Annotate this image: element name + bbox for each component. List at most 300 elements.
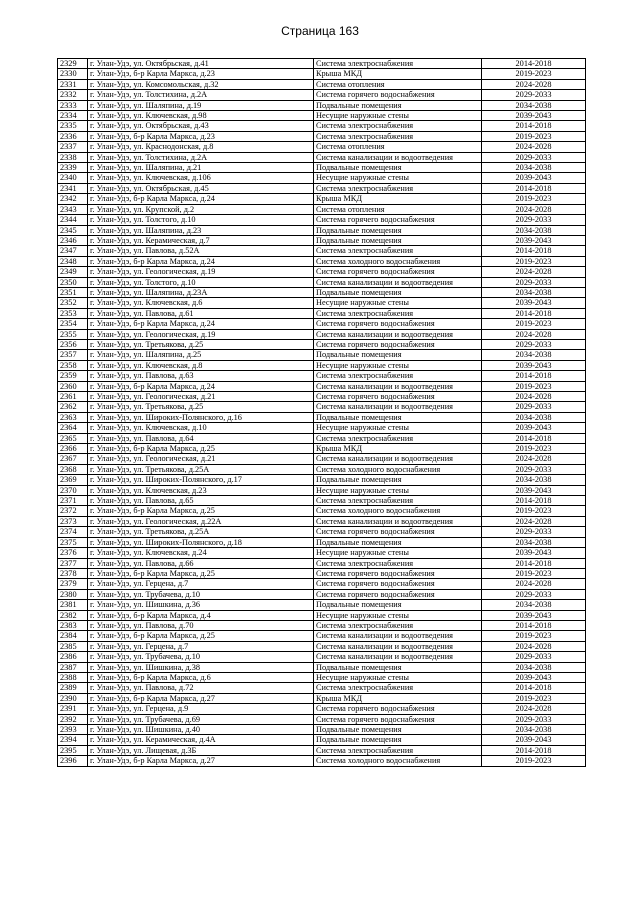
row-number: 2329 (58, 59, 88, 69)
table-row (58, 672, 586, 682)
address-cell: г. Улан-Удэ, ул. Крупской, д.2 (88, 204, 314, 214)
row-number: 2355 (58, 329, 88, 339)
address-cell: г. Улан-Удэ, ул. Геологическая, д.22А (88, 516, 314, 526)
table-row (58, 277, 586, 287)
address-cell: г. Улан-Удэ, ул. Третьякова, д.25 (88, 339, 314, 349)
address-cell: г. Улан-Удэ, ул. Геологическая, д.21 (88, 392, 314, 402)
address-cell: г. Улан-Удэ, ул. Третьякова, д.25А (88, 464, 314, 474)
system-cell: Несущие наружные стены (314, 298, 482, 308)
period-cell: 2039-2043 (482, 548, 586, 558)
period-cell: 2024-2028 (482, 204, 586, 214)
period-cell: 2024-2028 (482, 516, 586, 526)
table-row (58, 620, 586, 630)
row-number: 2337 (58, 142, 88, 152)
period-cell: 2014-2018 (482, 558, 586, 568)
system-cell: Система горячего водоснабжения (314, 589, 482, 599)
system-cell: Система холодного водоснабжения (314, 506, 482, 516)
address-cell: г. Улан-Удэ, б-р Карла Маркса, д.27 (88, 693, 314, 703)
row-number: 2339 (58, 163, 88, 173)
address-cell: г. Улан-Удэ, ул. Геологическая, д.19 (88, 267, 314, 277)
row-number: 2379 (58, 579, 88, 589)
system-cell: Система горячего водоснабжения (314, 267, 482, 277)
system-cell: Подвальные помещения (314, 600, 482, 610)
system-cell: Система горячего водоснабжения (314, 527, 482, 537)
table-row (58, 652, 586, 662)
row-number: 2352 (58, 298, 88, 308)
period-cell: 2024-2028 (482, 454, 586, 464)
address-cell: г. Улан-Удэ, ул. Комсомольская, д.32 (88, 79, 314, 89)
table-row (58, 69, 586, 79)
row-number: 2334 (58, 111, 88, 121)
system-cell: Система горячего водоснабжения (314, 714, 482, 724)
address-cell: г. Улан-Удэ, ул. Шишкина, д.38 (88, 662, 314, 672)
address-cell: г. Улан-Удэ, ул. Трубачева, д.10 (88, 589, 314, 599)
address-cell: г. Улан-Удэ, ул. Ключевская, д.10 (88, 423, 314, 433)
row-number: 2361 (58, 392, 88, 402)
period-cell: 2014-2018 (482, 246, 586, 256)
address-cell: г. Улан-Удэ, ул. Шишкина, д.36 (88, 600, 314, 610)
table-row (58, 568, 586, 578)
page-title: Страница 163 (281, 24, 359, 38)
table-row (58, 194, 586, 204)
address-cell: г. Улан-Удэ, б-р Карла Маркса, д.25 (88, 444, 314, 454)
address-cell: г. Улан-Удэ, б-р Карла Маркса, д.23 (88, 69, 314, 79)
period-cell: 2019-2023 (482, 69, 586, 79)
system-cell: Система канализации и водоотведения (314, 329, 482, 339)
period-cell: 2034-2038 (482, 412, 586, 422)
row-number: 2344 (58, 215, 88, 225)
row-number: 2382 (58, 610, 88, 620)
period-cell: 2039-2043 (482, 485, 586, 495)
address-cell: г. Улан-Удэ, ул. Керамическая, д.7 (88, 235, 314, 245)
address-cell: г. Улан-Удэ, ул. Павлова, д.66 (88, 558, 314, 568)
system-cell: Система канализации и водоотведения (314, 631, 482, 641)
system-cell: Несущие наружные стены (314, 173, 482, 183)
register-table-body (58, 59, 586, 767)
row-number: 2390 (58, 693, 88, 703)
period-cell: 2039-2043 (482, 610, 586, 620)
period-cell: 2014-2018 (482, 683, 586, 693)
address-cell: г. Улан-Удэ, ул. Толстого, д.10 (88, 277, 314, 287)
system-cell: Подвальные помещения (314, 163, 482, 173)
row-number: 2351 (58, 287, 88, 297)
address-cell: г. Улан-Удэ, б-р Карла Маркса, д.25 (88, 506, 314, 516)
system-cell: Несущие наружные стены (314, 548, 482, 558)
system-cell: Система горячего водоснабжения (314, 579, 482, 589)
table-row (58, 235, 586, 245)
system-cell: Система электроснабжения (314, 496, 482, 506)
row-number: 2368 (58, 464, 88, 474)
period-cell: 2039-2043 (482, 235, 586, 245)
system-cell: Подвальные помещения (314, 287, 482, 297)
period-cell: 2034-2038 (482, 475, 586, 485)
table-row (58, 527, 586, 537)
period-cell: 2014-2018 (482, 496, 586, 506)
row-number: 2333 (58, 100, 88, 110)
table-row (58, 496, 586, 506)
period-cell: 2039-2043 (482, 360, 586, 370)
address-cell: г. Улан-Удэ, ул. Герцена, д.7 (88, 579, 314, 589)
table-row (58, 683, 586, 693)
address-cell: г. Улан-Удэ, б-р Карла Маркса, д.25 (88, 568, 314, 578)
period-cell: 2029-2033 (482, 152, 586, 162)
system-cell: Подвальные помещения (314, 725, 482, 735)
system-cell: Подвальные помещения (314, 662, 482, 672)
address-cell: г. Улан-Удэ, б-р Карла Маркса, д.6 (88, 672, 314, 682)
period-cell: 2034-2038 (482, 287, 586, 297)
system-cell: Система горячего водоснабжения (314, 319, 482, 329)
period-cell: 2034-2038 (482, 600, 586, 610)
row-number: 2359 (58, 371, 88, 381)
period-cell: 2019-2023 (482, 131, 586, 141)
system-cell: Система канализации и водоотведения (314, 402, 482, 412)
system-cell: Подвальные помещения (314, 735, 482, 745)
table-row (58, 142, 586, 152)
row-number: 2385 (58, 641, 88, 651)
system-cell: Система электроснабжения (314, 131, 482, 141)
table-row (58, 662, 586, 672)
row-number: 2395 (58, 745, 88, 755)
period-cell: 2034-2038 (482, 725, 586, 735)
row-number: 2378 (58, 568, 88, 578)
register-table (57, 58, 586, 767)
period-cell: 2034-2038 (482, 350, 586, 360)
system-cell: Несущие наружные стены (314, 485, 482, 495)
table-row (58, 225, 586, 235)
system-cell: Система электроснабжения (314, 371, 482, 381)
address-cell: г. Улан-Удэ, ул. Геологическая, д.21 (88, 454, 314, 464)
row-number: 2332 (58, 90, 88, 100)
address-cell: г. Улан-Удэ, ул. Трубачева, д.10 (88, 652, 314, 662)
row-number: 2376 (58, 548, 88, 558)
address-cell: г. Улан-Удэ, ул. Шишкина, д.40 (88, 725, 314, 735)
table-row (58, 371, 586, 381)
address-cell: г. Улан-Удэ, б-р Карла Маркса, д.24 (88, 319, 314, 329)
table-row (58, 714, 586, 724)
system-cell: Система отопления (314, 204, 482, 214)
address-cell: г. Улан-Удэ, ул. Лищевая, д.3Б (88, 745, 314, 755)
row-number: 2380 (58, 589, 88, 599)
address-cell: г. Улан-Удэ, б-р Карла Маркса, д.23 (88, 131, 314, 141)
period-cell: 2014-2018 (482, 308, 586, 318)
row-number: 2342 (58, 194, 88, 204)
table-row (58, 246, 586, 256)
row-number: 2357 (58, 350, 88, 360)
period-cell: 2019-2023 (482, 756, 586, 766)
system-cell: Система холодного водоснабжения (314, 256, 482, 266)
table-row (58, 558, 586, 568)
period-cell: 2034-2038 (482, 537, 586, 547)
address-cell: г. Улан-Удэ, ул. Павлова, д.72 (88, 683, 314, 693)
table-row (58, 485, 586, 495)
period-cell: 2019-2023 (482, 693, 586, 703)
system-cell: Система электроснабжения (314, 620, 482, 630)
address-cell: г. Улан-Удэ, ул. Шаляпина, д.23 (88, 225, 314, 235)
period-cell: 2039-2043 (482, 423, 586, 433)
row-number: 2370 (58, 485, 88, 495)
table-row (58, 256, 586, 266)
address-cell: г. Улан-Удэ, ул. Толстого, д.10 (88, 215, 314, 225)
row-number: 2335 (58, 121, 88, 131)
address-cell: г. Улан-Удэ, ул. Павлова, д.61 (88, 308, 314, 318)
table-row (58, 610, 586, 620)
address-cell: г. Улан-Удэ, б-р Карла Маркса, д.25 (88, 631, 314, 641)
table-row (58, 475, 586, 485)
period-cell: 2029-2033 (482, 402, 586, 412)
system-cell: Крыша МКД (314, 444, 482, 454)
address-cell: г. Улан-Удэ, ул. Ключевская, д.6 (88, 298, 314, 308)
table-row (58, 183, 586, 193)
address-cell: г. Улан-Удэ, ул. Октябрьская, д.41 (88, 59, 314, 69)
row-number: 2381 (58, 600, 88, 610)
table-row (58, 412, 586, 422)
period-cell: 2014-2018 (482, 433, 586, 443)
row-number: 2373 (58, 516, 88, 526)
address-cell: г. Улан-Удэ, б-р Карла Маркса, д.24 (88, 381, 314, 391)
table-row (58, 392, 586, 402)
period-cell: 2024-2028 (482, 392, 586, 402)
system-cell: Несущие наружные стены (314, 111, 482, 121)
period-cell: 2029-2033 (482, 527, 586, 537)
system-cell: Система горячего водоснабжения (314, 704, 482, 714)
system-cell: Система горячего водоснабжения (314, 568, 482, 578)
row-number: 2338 (58, 152, 88, 162)
system-cell: Система горячего водоснабжения (314, 339, 482, 349)
row-number: 2387 (58, 662, 88, 672)
table-row (58, 516, 586, 526)
table-row (58, 298, 586, 308)
address-cell: г. Улан-Удэ, ул. Ключевская, д.98 (88, 111, 314, 121)
table-row (58, 163, 586, 173)
address-cell: г. Улан-Удэ, ул. Павлова, д.63 (88, 371, 314, 381)
system-cell: Система канализации и водоотведения (314, 641, 482, 651)
period-cell: 2024-2028 (482, 142, 586, 152)
row-number: 2377 (58, 558, 88, 568)
row-number: 2388 (58, 672, 88, 682)
row-number: 2331 (58, 79, 88, 89)
period-cell: 2019-2023 (482, 444, 586, 454)
address-cell: г. Улан-Удэ, ул. Павлова, д.65 (88, 496, 314, 506)
system-cell: Система электроснабжения (314, 183, 482, 193)
period-cell: 2024-2028 (482, 267, 586, 277)
row-number: 2358 (58, 360, 88, 370)
period-cell: 2039-2043 (482, 111, 586, 121)
address-cell: г. Улан-Удэ, ул. Павлова, д.64 (88, 433, 314, 443)
period-cell: 2034-2038 (482, 662, 586, 672)
row-number: 2360 (58, 381, 88, 391)
row-number: 2347 (58, 246, 88, 256)
table-row (58, 131, 586, 141)
row-number: 2389 (58, 683, 88, 693)
period-cell: 2029-2033 (482, 277, 586, 287)
address-cell: г. Улан-Удэ, ул. Третьякова, д.25 (88, 402, 314, 412)
table-row (58, 121, 586, 131)
row-number: 2346 (58, 235, 88, 245)
row-number: 2393 (58, 725, 88, 735)
system-cell: Система электроснабжения (314, 246, 482, 256)
address-cell: г. Улан-Удэ, ул. Герцена, д.7 (88, 641, 314, 651)
address-cell: г. Улан-Удэ, б-р Карла Маркса, д.27 (88, 756, 314, 766)
system-cell: Система холодного водоснабжения (314, 756, 482, 766)
period-cell: 2019-2023 (482, 506, 586, 516)
period-cell: 2024-2028 (482, 79, 586, 89)
system-cell: Система холодного водоснабжения (314, 464, 482, 474)
system-cell: Система электроснабжения (314, 558, 482, 568)
table-row (58, 90, 586, 100)
table-row (58, 506, 586, 516)
row-number: 2340 (58, 173, 88, 183)
table-row (58, 381, 586, 391)
address-cell: г. Улан-Удэ, ул. Шаляпина, д.21 (88, 163, 314, 173)
system-cell: Подвальные помещения (314, 475, 482, 485)
period-cell: 2019-2023 (482, 194, 586, 204)
system-cell: Подвальные помещения (314, 235, 482, 245)
period-cell: 2039-2043 (482, 672, 586, 682)
address-cell: г. Улан-Удэ, ул. Широких-Полянского, д.16 (88, 412, 314, 422)
row-number: 2336 (58, 131, 88, 141)
system-cell: Подвальные помещения (314, 412, 482, 422)
system-cell: Система электроснабжения (314, 745, 482, 755)
address-cell: г. Улан-Удэ, б-р Карла Маркса, д.24 (88, 194, 314, 204)
row-number: 2350 (58, 277, 88, 287)
table-row (58, 444, 586, 454)
table-row (58, 319, 586, 329)
row-number: 2369 (58, 475, 88, 485)
period-cell: 2029-2033 (482, 652, 586, 662)
period-cell: 2029-2033 (482, 215, 586, 225)
table-row (58, 464, 586, 474)
table-row (58, 402, 586, 412)
system-cell: Система канализации и водоотведения (314, 152, 482, 162)
row-number: 2384 (58, 631, 88, 641)
row-number: 2366 (58, 444, 88, 454)
period-cell: 2014-2018 (482, 745, 586, 755)
table-row (58, 600, 586, 610)
address-cell: г. Улан-Удэ, ул. Трубачева, д.69 (88, 714, 314, 724)
system-cell: Крыша МКД (314, 693, 482, 703)
system-cell: Несущие наружные стены (314, 610, 482, 620)
system-cell: Крыша МКД (314, 194, 482, 204)
address-cell: г. Улан-Удэ, ул. Керамическая, д.4А (88, 735, 314, 745)
system-cell: Система канализации и водоотведения (314, 516, 482, 526)
table-row (58, 350, 586, 360)
table-row (58, 360, 586, 370)
table-row (58, 152, 586, 162)
address-cell: г. Улан-Удэ, ул. Ключевская, д.8 (88, 360, 314, 370)
address-cell: г. Улан-Удэ, ул. Краснодонская, д.8 (88, 142, 314, 152)
address-cell: г. Улан-Удэ, ул. Толстихина, д.2А (88, 152, 314, 162)
table-row (58, 423, 586, 433)
table-row (58, 631, 586, 641)
system-cell: Система отопления (314, 79, 482, 89)
table-row (58, 454, 586, 464)
row-number: 2396 (58, 756, 88, 766)
address-cell: г. Улан-Удэ, ул. Ключевская, д.23 (88, 485, 314, 495)
table-row (58, 704, 586, 714)
system-cell: Подвальные помещения (314, 225, 482, 235)
system-cell: Система горячего водоснабжения (314, 392, 482, 402)
address-cell: г. Улан-Удэ, ул. Широких-Полянского, д.17 (88, 475, 314, 485)
table-row (58, 339, 586, 349)
row-number: 2362 (58, 402, 88, 412)
row-number: 2364 (58, 423, 88, 433)
table-row (58, 204, 586, 214)
period-cell: 2024-2028 (482, 579, 586, 589)
period-cell: 2019-2023 (482, 256, 586, 266)
row-number: 2367 (58, 454, 88, 464)
table-row (58, 59, 586, 69)
period-cell: 2024-2028 (482, 329, 586, 339)
period-cell: 2019-2023 (482, 568, 586, 578)
period-cell: 2034-2038 (482, 163, 586, 173)
table-row (58, 756, 586, 766)
period-cell: 2024-2028 (482, 704, 586, 714)
period-cell: 2034-2038 (482, 100, 586, 110)
period-cell: 2029-2033 (482, 464, 586, 474)
system-cell: Система электроснабжения (314, 308, 482, 318)
row-number: 2356 (58, 339, 88, 349)
row-number: 2365 (58, 433, 88, 443)
table-row (58, 267, 586, 277)
table-row (58, 735, 586, 745)
row-number: 2374 (58, 527, 88, 537)
system-cell: Система отопления (314, 142, 482, 152)
table-row (58, 308, 586, 318)
system-cell: Система электроснабжения (314, 433, 482, 443)
period-cell: 2014-2018 (482, 183, 586, 193)
period-cell: 2039-2043 (482, 298, 586, 308)
period-cell: 2019-2023 (482, 319, 586, 329)
table-row (58, 215, 586, 225)
table-row (58, 725, 586, 735)
system-cell: Несущие наружные стены (314, 360, 482, 370)
period-cell: 2029-2033 (482, 589, 586, 599)
address-cell: г. Улан-Удэ, ул. Герцена, д.9 (88, 704, 314, 714)
system-cell: Система горячего водоснабжения (314, 215, 482, 225)
system-cell: Несущие наружные стены (314, 672, 482, 682)
row-number: 2348 (58, 256, 88, 266)
system-cell: Подвальные помещения (314, 350, 482, 360)
address-cell: г. Улан-Удэ, б-р Карла Маркса, д.4 (88, 610, 314, 620)
table-row (58, 548, 586, 558)
table-row (58, 745, 586, 755)
period-cell: 2034-2038 (482, 225, 586, 235)
row-number: 2353 (58, 308, 88, 318)
row-number: 2391 (58, 704, 88, 714)
period-cell: 2019-2023 (482, 631, 586, 641)
system-cell: Система горячего водоснабжения (314, 90, 482, 100)
table-row (58, 79, 586, 89)
address-cell: г. Улан-Удэ, ул. Геологическая, д.19 (88, 329, 314, 339)
table-row (58, 537, 586, 547)
system-cell: Несущие наружные стены (314, 423, 482, 433)
system-cell: Подвальные помещения (314, 537, 482, 547)
address-cell: г. Улан-Удэ, ул. Октябрьская, д.43 (88, 121, 314, 131)
period-cell: 2014-2018 (482, 59, 586, 69)
system-cell: Система канализации и водоотведения (314, 454, 482, 464)
row-number: 2341 (58, 183, 88, 193)
table-row (58, 287, 586, 297)
address-cell: г. Улан-Удэ, ул. Шаляпина, д.25 (88, 350, 314, 360)
address-cell: г. Улан-Удэ, ул. Ключевская, д.106 (88, 173, 314, 183)
system-cell: Подвальные помещения (314, 100, 482, 110)
table-row (58, 693, 586, 703)
row-number: 2343 (58, 204, 88, 214)
row-number: 2354 (58, 319, 88, 329)
address-cell: г. Улан-Удэ, ул. Павлова, д.70 (88, 620, 314, 630)
period-cell: 2039-2043 (482, 735, 586, 745)
table-row (58, 100, 586, 110)
